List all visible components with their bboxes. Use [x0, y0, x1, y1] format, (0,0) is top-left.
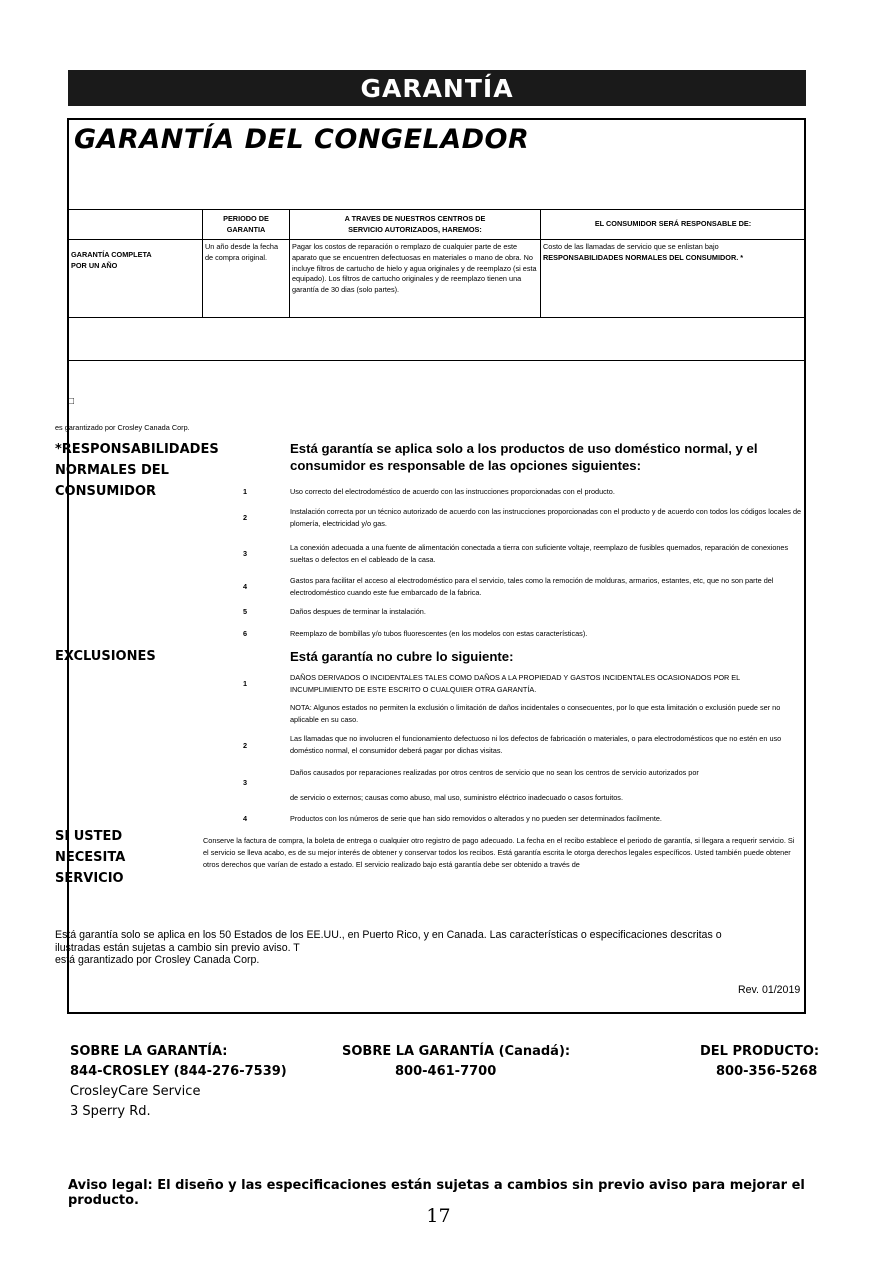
- resp-num: 1: [242, 487, 248, 496]
- responsibilities-label-line: NORMALES DEL: [55, 463, 169, 478]
- resp-item: Gastos para facilitar el acceso al electrodoméstico para el servicio, tales como la remoción de molduras, armarios, estantes, etc, que no son parte del electrodoméstico cuando este fue embarcado de la fabrica.: [290, 576, 774, 597]
- contact-col2-phone: 800-461-7700: [395, 1064, 497, 1079]
- row-consumer: [541, 240, 806, 318]
- table-header-we-will: A TRAVES DE NUESTROS CENTROS DE SERVICIO AUTORIZADOS, HAREMOS:: [290, 210, 541, 240]
- divider-1: [67, 317, 806, 318]
- bottom-note: [55, 929, 795, 967]
- table-row: [68, 240, 806, 318]
- checkbox-mark: □: [68, 396, 75, 407]
- resp-num: 4: [242, 582, 248, 591]
- divider-2: [67, 360, 806, 361]
- service-text: Conserve la factura de compra, la boleta de entrega o cualquier otro registro de pago adecuado. La fecha en el recibo establece el periodo de garantía, si llegara a requerir servicio. Si el servicio se lleva acabo, es de su mejor interés de obtener y conservar todos los recibos. Está garantía escrita le otorga derechos legales específicos. Usted también puede obtener otros derechos que varían de estado a estado. El servicio realizado bajo está garantía debe ser obtenido a través de: [203, 836, 795, 869]
- contact-col2-title: SOBRE LA GARANTÍA (Canadá):: [342, 1044, 571, 1059]
- service-label-line: SERVICIO: [55, 871, 124, 886]
- excl-num: 3: [242, 778, 248, 787]
- contact-col3-phone: 800-356-5268: [716, 1064, 818, 1079]
- table-header-empty: [68, 210, 203, 240]
- page-number: 17: [426, 1205, 451, 1227]
- exclusions-label: EXCLUSIONES: [55, 649, 156, 664]
- service-label-line: SI USTED: [55, 829, 123, 844]
- excl-num: 2: [242, 741, 248, 750]
- warranty-title: GARANTÍA DEL CONGELADOR: [74, 124, 530, 155]
- responsibilities-label-line: CONSUMIDOR: [55, 484, 157, 499]
- table-header-consumer: EL CONSUMIDOR SERÁ RESPONSABLE DE:: [541, 210, 806, 240]
- table-header-period: PERIODO DE GARANTIA: [203, 210, 290, 240]
- resp-item: Instalación correcta por un técnico autorizado de acuerdo con las instrucciones proporcionadas con el producto y de acuerdo con todos los códigos locales de plomería, electricidad y/o gas.: [290, 507, 802, 528]
- excl-item: Productos con los números de serie que han sido removidos o alterados y no pueden ser determinados facilmente.: [290, 814, 662, 823]
- excl-item: DAÑOS DERIVADOS O INCIDENTALES TALES COMO DAÑOS A LA PROPIEDAD Y GASTOS INCIDENTALES OCASIONADOS POR EL INCUMPLIMIENTO DE ESTE ESCRITO O CUALQUIER OTRA GARANTÍA.: [290, 673, 740, 694]
- resp-num: 3: [242, 549, 248, 558]
- revision: Rev. 01/2019: [738, 984, 801, 996]
- contact-col1-line4: 3 Sperry Rd.: [70, 1104, 151, 1119]
- resp-item: La conexión adecuada a una fuente de alimentación conectada a tierra con suficiente voltaje, reemplazo de fusibles quemados, reparación de conexiones sueltas o defectos en el cableado de la casa.: [290, 543, 789, 564]
- resp-num: 6: [242, 629, 248, 638]
- row-label: GARANTÍA COMPLETA POR UN AÑO: [68, 240, 203, 318]
- contact-col3-title: DEL PRODUCTO:: [700, 1044, 820, 1059]
- row-period: Un año desde la fecha de compra original.: [203, 240, 290, 318]
- excl-note: NOTA: Algunos estados no permiten la exclusión o limitación de daños incidentales o consecuentes, por lo que esta limitación o exclusión puede ser no aplicable en su caso.: [290, 703, 781, 724]
- resp-item: Daños despues de terminar la instalación.: [290, 607, 426, 616]
- page-header: GARANTÍA: [68, 70, 806, 106]
- resp-num: 5: [242, 607, 248, 616]
- row-consumer-text: Costo de las llamadas de servicio que se enlistan bajo: [543, 242, 719, 251]
- exclusions-heading: Está garantía no cubre lo siguiente:: [290, 649, 514, 664]
- warranty-table: [67, 209, 806, 318]
- table-header-row: [68, 210, 806, 240]
- contact-col1-line3: CrosleyCare Service: [70, 1084, 201, 1099]
- row-we-will: Pagar los costos de reparación o remplazo de cualquier parte de este aparato que se encuentren defectuosas en materiales o mano de obra. No incluye filtros de cartucho de hielo y agua originales y de reemplazo (si esta equipado). Los filtros de cartucho originales y de reemplazo tienen una garantía de 30 dias (solo partes).: [290, 240, 541, 318]
- excl-num: 4: [242, 814, 248, 823]
- legal-notice: Aviso legal: El diseño y las especificaciones están sujetas a cambios sin previo aviso para mejorar el producto.: [68, 1178, 805, 1208]
- responsibilities-heading: Está garantía se aplica solo a los productos de uso doméstico normal, y el consumidor es responsable de las opciones siguientes:: [290, 441, 758, 473]
- excl-item-cont: de servicio o externos; causas como abuso, mal uso, suministro eléctrico inadecuado o casos fortuitos.: [290, 793, 623, 802]
- service-label: [55, 826, 125, 889]
- resp-num: 2: [242, 513, 248, 522]
- excl-num: 1: [242, 679, 248, 688]
- responsibilities-label: [55, 439, 219, 502]
- guarantor-line: es garantizado por Crosley Canada Corp.: [55, 423, 190, 432]
- bottom-note-line: Está garantía solo se aplica en los 50 Estados de los EE.UU., en Puerto Rico, y en Canada. Las características o especificaciones descritas o: [55, 929, 722, 941]
- contact-col1-title: SOBRE LA GARANTÍA:: [70, 1044, 228, 1059]
- excl-item: Las llamadas que no involucren el funcionamiento defectuoso ni los defectos de fabricación o materiales, o para electrodomésticos que no estén en uso doméstico normal, el consumidor deberá pagar por dichas visitas.: [290, 734, 782, 755]
- resp-item: Uso correcto del electrodoméstico de acuerdo con las instrucciones proporcionadas con el producto.: [290, 487, 615, 496]
- row-consumer-bold: RESPONSABILIDADES NORMALES DEL CONSUMIDOR. *: [543, 252, 744, 262]
- responsibilities-label-line: *RESPONSABILIDADES: [55, 442, 219, 457]
- resp-item: Reemplazo de bombillas y/o tubos fluorescentes (en los modelos con estas características).: [290, 629, 588, 638]
- excl-item: Daños causados por reparaciones realizadas por otros centros de servicio que no sean los centros de servicio autorizados por: [290, 768, 699, 777]
- bottom-note-line: ilustradas están sujetas a cambio sin previo aviso. T: [55, 941, 300, 954]
- bottom-note-line: está garantizado por Crosley Canada Corp.: [55, 954, 260, 966]
- service-label-line: NECESITA: [55, 850, 126, 865]
- contact-col1-phone: 844-CROSLEY (844-276-7539): [70, 1064, 287, 1079]
